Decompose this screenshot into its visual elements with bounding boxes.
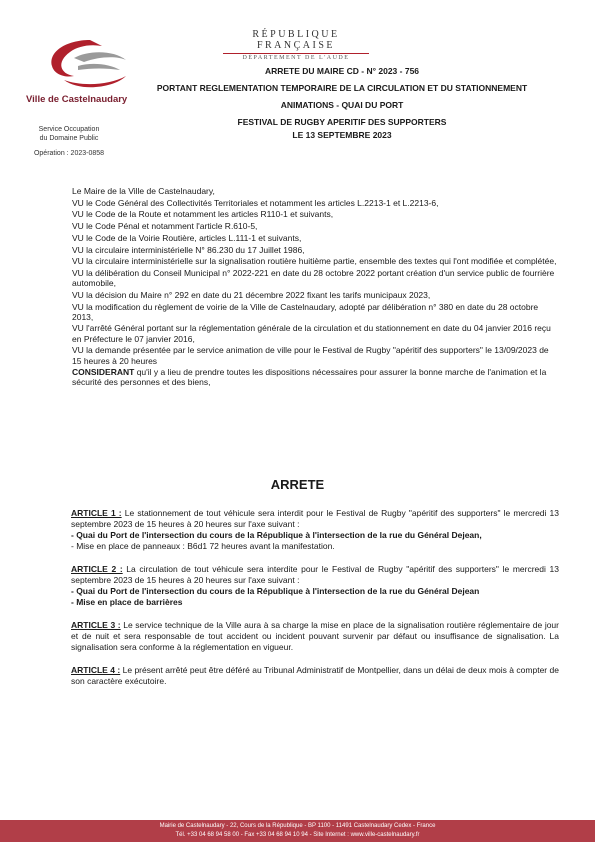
article-1 — [71, 508, 559, 552]
article-2 — [71, 564, 559, 608]
animation-location: ANIMATIONS - QUAI DU PORT — [280, 100, 404, 110]
considerant-line: VU la circulaire interministérielle sur la signalisation routière huitième partie, ensemble des textes qui l'ont modifiée et complétée, — [72, 256, 557, 267]
republique-title: RÉPUBLIQUE FRANÇAISE — [252, 29, 340, 51]
arrete-subject: PORTANT REGLEMENTATION TEMPORAIRE DE LA CIRCULATION ET DU STATIONNEMENT — [156, 83, 528, 93]
considerant-final — [72, 367, 560, 387]
service-line-1: Service Occupation — [38, 126, 100, 133]
considerant-line: VU le Code de la Route et notamment les articles R110-1 et suivants, — [72, 209, 334, 220]
article-3-text: Le service technique de la Ville aura à sa charge la mise en place de la signalisation routière réglementaire de jour et de nuit et sera responsable de tout accident ou incident pouvant survenir par défaut ou insuffisance de signalisation. La signalisation sera conforme à la réglementation en vigueur. — [71, 620, 559, 652]
considerant-line: VU l'arrêté Général portant sur la réglementation générale de la circulation et du stationnement en date du 04 janvier 2016 reçu en Préfecture le 07 janvier 2016, — [72, 323, 551, 344]
article-2-mise: - Mise en place de barrières — [71, 597, 183, 607]
article-3 — [71, 620, 559, 653]
operation-number: Opération : 2023-0858 — [33, 150, 105, 157]
article-1-text: Le stationnement de tout véhicule sera interdit pour le Festival de Rugby "apéritif des supporters" le mercredi 13 septembre 2023 de 15 heures à 20 heures sur l'axe suivant : — [71, 508, 559, 529]
republique-divider — [223, 53, 369, 54]
event-date: LE 13 SEPTEMBRE 2023 — [292, 130, 392, 140]
considerant-line: VU le Code de la Voirie Routière, articles L.111-1 et suivants, — [72, 232, 302, 243]
considerant-line: VU la circulaire interministérielle N° 86.230 du 17 Juillet 1986, — [72, 244, 305, 255]
article-2-quai: - Quai du Port de l'intersection du cours de la République à l'intersection de la rue du Général Dejean — [71, 586, 480, 596]
considerant-line: VU la demande présentée par le service animation de ville pour le Festival de Rugby "apéritif des supporters" le 13/09/2023 de 15 heures à 20 heures — [72, 345, 549, 366]
departement-label: DÉPARTEMENT DE L'AUDE — [242, 55, 350, 61]
article-1-mise: - Mise en place de panneaux : B6d1 72 heures avant la manifestation. — [71, 541, 335, 551]
considerant-line: VU le Code Général des Collectivités Territoriales et notamment les articles L.2213-1 et L.2213-6, — [72, 197, 439, 208]
arrete-title: ARRETE — [270, 477, 325, 492]
considerant-line: VU la décision du Maire n° 292 en date du 21 décembre 2022 fixant les tarifs municipaux 2023, — [72, 289, 431, 300]
footer-contact: Tél. +33 04 68 94 58 00 - Fax +33 04 68 94 10 94 - Site Internet : www.ville-castelnaudary.fr — [175, 832, 420, 838]
footer-address: Mairie de Castelnaudary - 22, Cours de la République - BP 1100 - 11491 Castelnaudary Cedex - France — [159, 823, 436, 829]
article-2-label: ARTICLE 2 : — [71, 564, 123, 574]
article-2-text: La circulation de tout véhicule sera interdite pour le Festival de Rugby "apéritif des supporters" le mercredi 13 septembre 2023 de 15 heures à 20 heures sur l'axe suivant : — [71, 564, 559, 585]
arrete-number: ARRETE DU MAIRE CD - N° 2023 - 756 — [264, 66, 420, 76]
service-block — [26, 125, 112, 158]
article-4-label: ARTICLE 4 : — [71, 665, 121, 675]
article-1-label: ARTICLE 1 : — [71, 508, 122, 518]
town-logo — [26, 36, 144, 105]
article-3-label: ARTICLE 3 : — [71, 620, 121, 630]
town-name: Ville de Castelnaudary — [26, 94, 128, 105]
considerant-keyword: CONSIDERANT — [72, 367, 135, 378]
articles-block — [71, 508, 559, 699]
considerant-line: VU la délibération du Conseil Municipal n° 2022-221 en date du 28 octobre 2022 portant création d'un service public de fourrière automobile, — [72, 267, 555, 289]
considerant-line: Le Maire de la Ville de Castelnaudary, — [72, 186, 215, 196]
festival-name: FESTIVAL DE RUGBY APERITIF DES SUPPORTERS — [237, 117, 447, 127]
considerant-text: qu'il y a lieu de prendre toutes les dispositions nécessaires pour assurer la bonne marche de l'animation et la sécurité des personnes et des biens, — [72, 367, 547, 388]
service-line-2: du Domaine Public — [39, 135, 99, 142]
considerants-block — [72, 186, 560, 389]
article-4 — [71, 665, 559, 687]
page-footer — [0, 820, 595, 842]
arrete-heading — [150, 66, 534, 141]
republique-header — [215, 29, 377, 61]
article-4-text: Le présent arrêté peut être déféré au Tribunal Administratif de Montpellier, dans un délai de deux mois à compter de son caractère exécutoire. — [71, 665, 559, 686]
article-1-quai: - Quai du Port de l'intersection du cours de la République à l'intersection de la rue du Général Dejean, — [71, 530, 482, 540]
considerant-line: VU le Code Pénal et notamment l'article R.610-5, — [72, 221, 258, 232]
castelnaudary-emblem-icon — [44, 36, 130, 92]
considerant-line: VU la modification du règlement de voirie de la Ville de Castelnaudary, adopté par délibération n° 380 en date du 28 octobre 2013, — [72, 301, 539, 322]
